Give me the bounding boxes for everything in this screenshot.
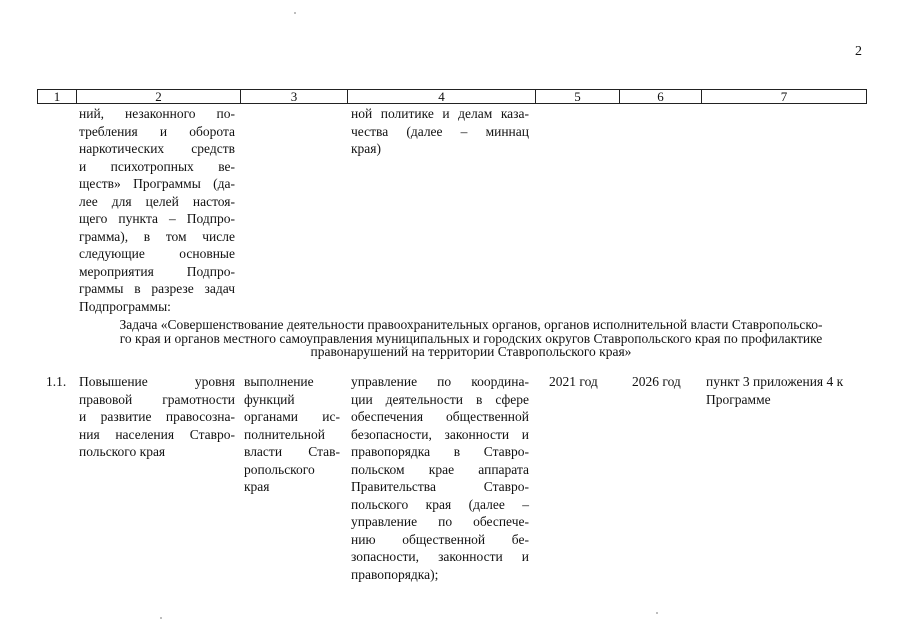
- column-number-5: 5: [536, 90, 620, 104]
- text-line: ции деятельности в сфере: [351, 391, 529, 407]
- scan-speck: [294, 12, 296, 14]
- text-line: требления и оборота: [79, 123, 235, 139]
- text-line: следующие основные: [79, 246, 235, 261]
- text-line: граммы в разрезе задач: [79, 281, 235, 296]
- text-line: и развитие правосозна-: [79, 409, 235, 424]
- text-line: правопорядка в Ставро-: [351, 444, 529, 459]
- column-number-7: 7: [702, 90, 867, 104]
- text-line: полнительной: [244, 426, 325, 442]
- text-line: края: [244, 479, 270, 494]
- text-line: грамма), в том числе: [79, 228, 235, 244]
- task-heading-line: правонарушений на территории Ставропольского края»: [310, 344, 632, 359]
- column-number-6: 6: [620, 90, 702, 104]
- task-heading: [78, 318, 864, 359]
- column-number-header: [37, 89, 867, 104]
- text-line: выполнение: [244, 374, 314, 389]
- text-line: Повышение уровня: [79, 374, 235, 389]
- page-number: 2: [855, 44, 862, 59]
- row-1-1-executor: [351, 373, 529, 583]
- text-line: ропольского: [244, 461, 315, 477]
- task-heading-line: Задача «Совершенствование деятельности правоохранительных органов, органов исполнительной власти Ставропольско-: [119, 317, 823, 332]
- text-line: нию общественной бе-: [351, 531, 529, 547]
- text-line: управление по обеспече-: [351, 514, 529, 529]
- text-line: чества (далее – миннац: [351, 123, 529, 139]
- text-line: ний, незаконного по-: [79, 106, 235, 121]
- text-line: польского края: [79, 444, 166, 459]
- text-line: органами ис-: [244, 409, 340, 424]
- text-line: ния населения Ставро-: [79, 426, 235, 442]
- continued-col2-text: [79, 105, 235, 315]
- text-line: лее для целей настоя-: [79, 193, 235, 209]
- text-line: Программе: [706, 391, 771, 407]
- column-number-3: 3: [241, 90, 348, 104]
- text-line: Правительства Ставро-: [351, 479, 529, 494]
- text-line: власти Став-: [244, 444, 340, 459]
- column-number-4: 4: [348, 90, 536, 104]
- text-line: ной политике и делам каза-: [351, 106, 529, 121]
- continued-col4-text: [351, 105, 529, 158]
- text-line: правопорядка);: [351, 566, 439, 582]
- text-line: управление по координа-: [351, 374, 529, 389]
- text-line: зопасности, законности и: [351, 549, 529, 564]
- text-line: правовой грамотности: [79, 391, 235, 407]
- text-line: края): [351, 141, 382, 156]
- row-1-1-indicator-link: [706, 373, 864, 408]
- text-line: Подпрограммы:: [79, 298, 171, 314]
- row-1-1-type: [244, 373, 340, 496]
- scan-speck: [656, 612, 658, 614]
- text-line: польском крае аппарата: [351, 461, 529, 477]
- text-line: польского края (далее –: [351, 496, 529, 512]
- row-1-1-start-year: 2021 год: [549, 374, 598, 389]
- scan-speck: [160, 617, 162, 619]
- row-1-1-number: 1.1.: [46, 374, 67, 389]
- text-line: щего пункта – Подпро-: [79, 211, 235, 226]
- row-1-1-activity: [79, 373, 235, 461]
- text-line: мероприятия Подпро-: [79, 263, 235, 279]
- task-heading-line: го края и органов местного самоуправления муниципальных и городских округов Ставропольского края по профилактике: [119, 330, 823, 346]
- text-line: пункт 3 приложения 4 к: [706, 374, 844, 389]
- text-line: и психотропных ве-: [79, 158, 235, 174]
- column-number-2: 2: [77, 90, 241, 104]
- text-line: ществ» Программы (да-: [79, 176, 235, 191]
- row-1-1-end-year: 2026 год: [632, 374, 681, 389]
- column-number-1: 1: [38, 90, 77, 104]
- text-line: безопасности, законности и: [351, 426, 529, 442]
- text-line: обеспечения общественной: [351, 409, 529, 424]
- text-line: наркотических средств: [79, 141, 235, 156]
- text-line: функций: [244, 391, 295, 407]
